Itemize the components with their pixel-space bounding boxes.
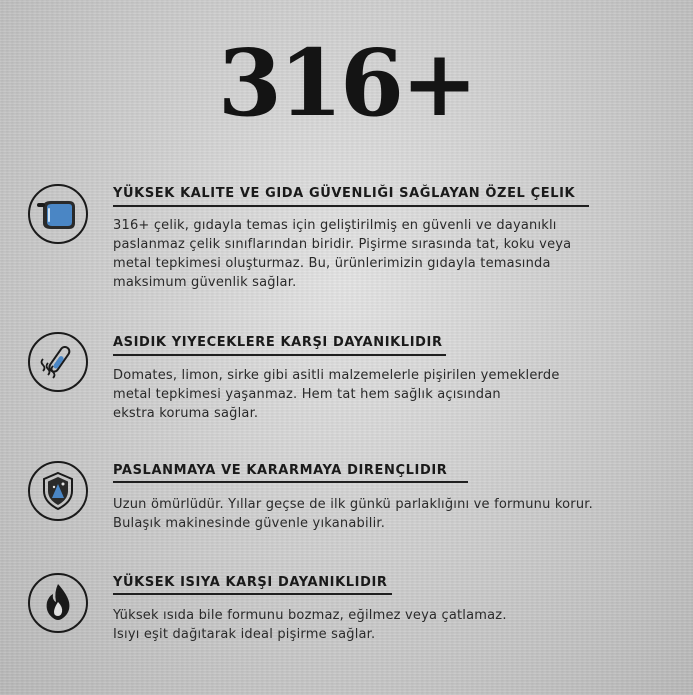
feature-heading: ASIDIK YIYECEKLERE KARŞI DAYANIKLIDIR [113,335,443,350]
test-tube-icon [27,331,89,393]
body-line: maksimum güvenlik sağlar. [113,275,297,290]
flame-icon [27,572,89,634]
feature-heading: PASLANMAYA VE KARARMAYA DIRENÇLIDIR [113,463,448,478]
feature-heading: YÜKSEK ISIYA KARŞI DAYANIKLIDIR [113,575,388,590]
heading-underline [113,593,392,595]
heading-underline [113,205,589,207]
pan-icon [27,183,89,245]
feature-heading: YÜKSEK KALITE VE GIDA GÜVENLIĞI SAĞLAYAN ÖZEL ÇELIK [113,186,576,201]
feature-body [113,495,673,533]
feature-body [113,366,673,423]
body-line: Yüksek ısıda bile formunu bozmaz, eğilmez veya çatlamaz. [113,608,507,623]
feature-body [113,216,673,292]
hero-title: 316+ [217,29,476,137]
body-line: metal tepkimesi yaşanmaz. Hem tat hem sağlık açısından [113,387,501,402]
feature-body [113,606,673,644]
body-line: Isıyı eşit dağıtarak ideal pişirme sağlar. [113,627,376,642]
body-line: Bulaşık makinesinde güvenle yıkanabilir. [113,516,386,531]
shield-icon [27,460,89,522]
heading-underline [113,481,468,483]
body-line: ekstra koruma sağlar. [113,406,259,421]
body-line: 316+ çelik, gıdayla temas için geliştirilmiş en güvenli ve dayanıklı [113,218,557,233]
body-line: Uzun ömürlüdür. Yıllar geçse de ilk günkü parlaklığını ve formunu korur. [113,497,593,512]
body-line: metal tepkimesi oluşturmaz. Bu, ürünlerimizin gıdayla temasında [113,256,551,271]
body-line: Domates, limon, sirke gibi asitli malzemelerle pişirilen yemeklerde [113,368,560,383]
body-line: paslanmaz çelik sınıflarından biridir. Pişirme sırasında tat, koku veya [113,237,572,252]
heading-underline [113,354,446,356]
